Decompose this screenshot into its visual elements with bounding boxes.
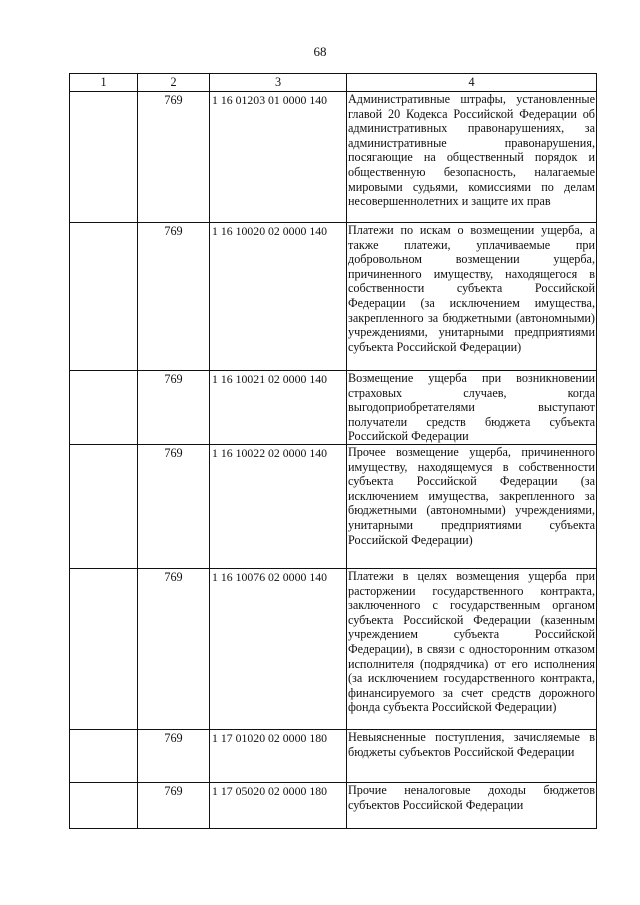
column-header-2: 2 xyxy=(138,74,210,92)
description-cell: Возмещение ущерба при возникновении страховых случаев, когда выгодоприобретателями выступают получатели средств бюджета субъекта Российской Федерации xyxy=(348,371,595,444)
admin-code-cell: 769 xyxy=(138,371,210,445)
budget-code-cell: 1 16 01203 01 0000 140 xyxy=(210,92,347,223)
empty-cell xyxy=(70,371,138,445)
budget-code-cell: 1 16 10020 02 0000 140 xyxy=(210,223,347,371)
admin-code-cell: 769 xyxy=(138,445,210,569)
table-row xyxy=(70,445,597,569)
revenue-codes-table xyxy=(69,73,597,829)
description-cell: Прочее возмещение ущерба, причиненного имуществу, находящемуся в собственности субъекта Российской Федерации (за исключением имущества, закрепленного за бюджетными (автономными) учреждениями, унитарными предприятиями субъекта Российской Федерации) xyxy=(347,445,597,569)
table-row xyxy=(70,371,597,445)
admin-code-cell: 769 xyxy=(138,569,210,730)
budget-code-cell: 1 16 10021 02 0000 140 xyxy=(210,371,347,445)
page-number: 68 xyxy=(313,44,327,59)
description-cell: Платежи в целях возмещения ущерба при расторжении государственного контракта, заключенного с государственным органом субъекта Российской Федерации (казенным учреждением субъекта Российской Федерации), в связи с односторонним отказом исполнителя (подрядчика) от его исполнения (за исключением государственного контракта, финансируемого за счет средств дорожного фонда субъекта Российской Федерации) xyxy=(347,569,597,730)
description-cell: Платежи по искам о возмещении ущерба, а также платежи, уплачиваемые при добровольном возмещении ущерба, причиненного имуществу, находящегося в собственности субъекта Российской Федерации (за исключением имущества, закрепленного за бюджетными (автономными) учреждениями, унитарными предприятиями субъекта Российской Федерации) xyxy=(347,223,597,371)
budget-code-cell: 1 16 10076 02 0000 140 xyxy=(210,569,347,730)
admin-code-cell: 769 xyxy=(138,223,210,371)
empty-cell xyxy=(70,223,138,371)
column-header-4: 4 xyxy=(347,74,597,92)
table-row xyxy=(70,730,597,783)
empty-cell xyxy=(70,445,138,569)
table-header-row xyxy=(70,74,597,92)
budget-code-cell: 1 17 05020 02 0000 180 xyxy=(210,783,347,829)
description-cell: Административные штрафы, установленные главой 20 Кодекса Российской Федерации об административных правонарушениях, за административные правонарушения, посягающие на общественный порядок и общественную безопасность, налагаемые мировыми судьями, комиссиями по делам несовершеннолетних и защите их прав xyxy=(347,92,597,223)
empty-cell xyxy=(70,730,138,783)
table-row xyxy=(70,92,597,223)
table-row xyxy=(70,569,597,730)
budget-code-cell: 1 16 10022 02 0000 140 xyxy=(210,445,347,569)
budget-code-cell: 1 17 01020 02 0000 180 xyxy=(210,730,347,783)
column-header-3: 3 xyxy=(210,74,347,92)
description-cell: Прочие неналоговые доходы бюджетов субъектов Российской Федерации xyxy=(347,783,597,829)
admin-code-cell: 769 xyxy=(138,783,210,829)
description-cell: Невыясненные поступления, зачисляемые в бюджеты субъектов Российской Федерации xyxy=(347,730,597,783)
empty-cell xyxy=(70,569,138,730)
column-header-1: 1 xyxy=(70,74,138,92)
admin-code-cell: 769 xyxy=(138,730,210,783)
admin-code-cell: 769 xyxy=(138,92,210,223)
empty-cell xyxy=(70,783,138,829)
table-row xyxy=(70,223,597,371)
empty-cell xyxy=(70,92,138,223)
table-row xyxy=(70,783,597,829)
